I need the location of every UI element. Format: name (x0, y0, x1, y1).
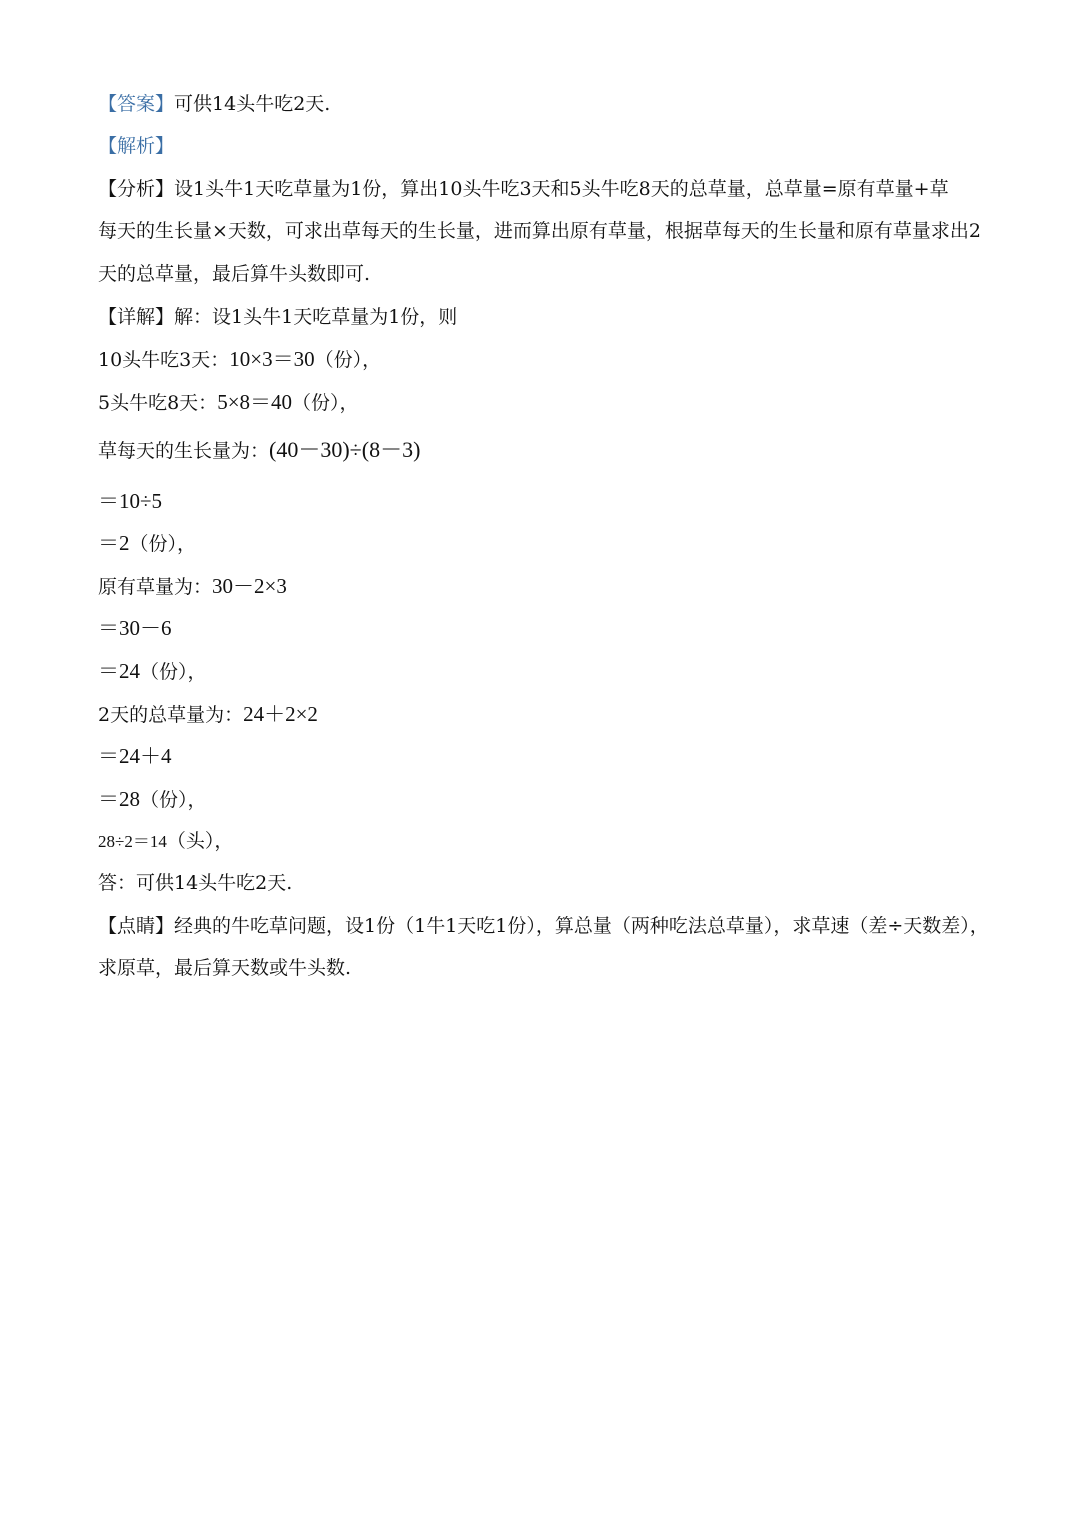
fenxi-line-2 (98, 217, 998, 245)
step-expression: ＝24 (98, 659, 140, 683)
answer-text: 可供14头牛吃2天. (174, 93, 331, 115)
step-unit: （份）， (129, 533, 197, 555)
step-label: 原有草量为： (98, 576, 213, 598)
step-expression: 30－2×3 (212, 574, 287, 598)
step-expression: 5×8＝40 (217, 390, 293, 414)
fenxi-tag: 【分析】 (98, 178, 175, 200)
conclusion-text: 答：可供14头牛吃2天. (98, 872, 293, 894)
step-expression: ＝10÷5 (98, 489, 163, 513)
step-line (98, 657, 998, 686)
step-expression: (40－30)÷(8－3) (269, 437, 421, 462)
answer-tag: 【答案】 (98, 93, 175, 115)
step-line (98, 436, 998, 465)
step-label: 10头牛吃3天： (98, 349, 230, 371)
step-line (98, 827, 998, 856)
step-expression: 10×3＝30 (229, 347, 315, 371)
step-line (98, 700, 998, 729)
dianjing-text-1: 经典的牛吃草问题，设1份（1牛1天吃1份），算总量（两种吃法总草量），求草速（差÷天数差）， (174, 915, 989, 937)
dianjing-line-1 (98, 912, 998, 940)
step-unit: （份）， (314, 349, 382, 371)
step-unit: （份）， (140, 661, 207, 683)
step-label: 5头牛吃8天： (98, 392, 218, 414)
step-label: 草每天的生长量为： (98, 440, 270, 462)
step-line (98, 614, 998, 643)
step-expression: ＝2 (98, 531, 130, 555)
step-line (98, 345, 998, 374)
step-expression: ＝30－6 (98, 616, 172, 640)
fenxi-text-3: 天的总草量，最后算牛头数即可. (98, 263, 371, 285)
step-label: 2天的总草量为： (98, 704, 244, 726)
fenxi-text-2: 每天的生长量×天数，可求出草每天的生长量，进而算出原有草量，根据草每天的生长量和原有草量求出2 (98, 220, 982, 242)
step-unit: （头）， (166, 830, 234, 852)
xiangjie-intro-line (98, 303, 998, 331)
step-line (98, 572, 998, 601)
step-expression: ＝28 (98, 787, 140, 811)
xiangjie-tag: 【详解】 (98, 306, 175, 328)
step-expression: ＝24＋4 (98, 744, 172, 768)
step-line (98, 388, 998, 417)
xiangjie-intro: 解：设1头牛1天吃草量为1份，则 (174, 306, 458, 328)
step-expression: 24＋2×2 (243, 702, 318, 726)
conclusion-line (98, 869, 998, 897)
step-line (98, 742, 998, 771)
analysis-heading-line (98, 132, 998, 160)
step-line (98, 487, 998, 516)
fenxi-line-3 (98, 260, 998, 288)
step-expression: 28÷2＝14 (98, 832, 167, 851)
fenxi-line-1 (98, 175, 998, 203)
answer-line (98, 90, 998, 118)
dianjing-text-2: 求原草，最后算天数或牛头数. (98, 957, 352, 979)
dianjing-tag: 【点睛】 (98, 915, 175, 937)
analysis-tag: 【解析】 (98, 135, 175, 157)
step-line (98, 529, 998, 558)
step-unit: （份）， (140, 789, 207, 811)
fenxi-text-1: 设1头牛1天吃草量为1份，算出10头牛吃3天和5头牛吃8天的总草量，总草量=原有草量+草 (174, 178, 949, 200)
step-unit: （份）， (292, 392, 359, 414)
dianjing-line-2 (98, 954, 998, 982)
step-line (98, 785, 998, 814)
